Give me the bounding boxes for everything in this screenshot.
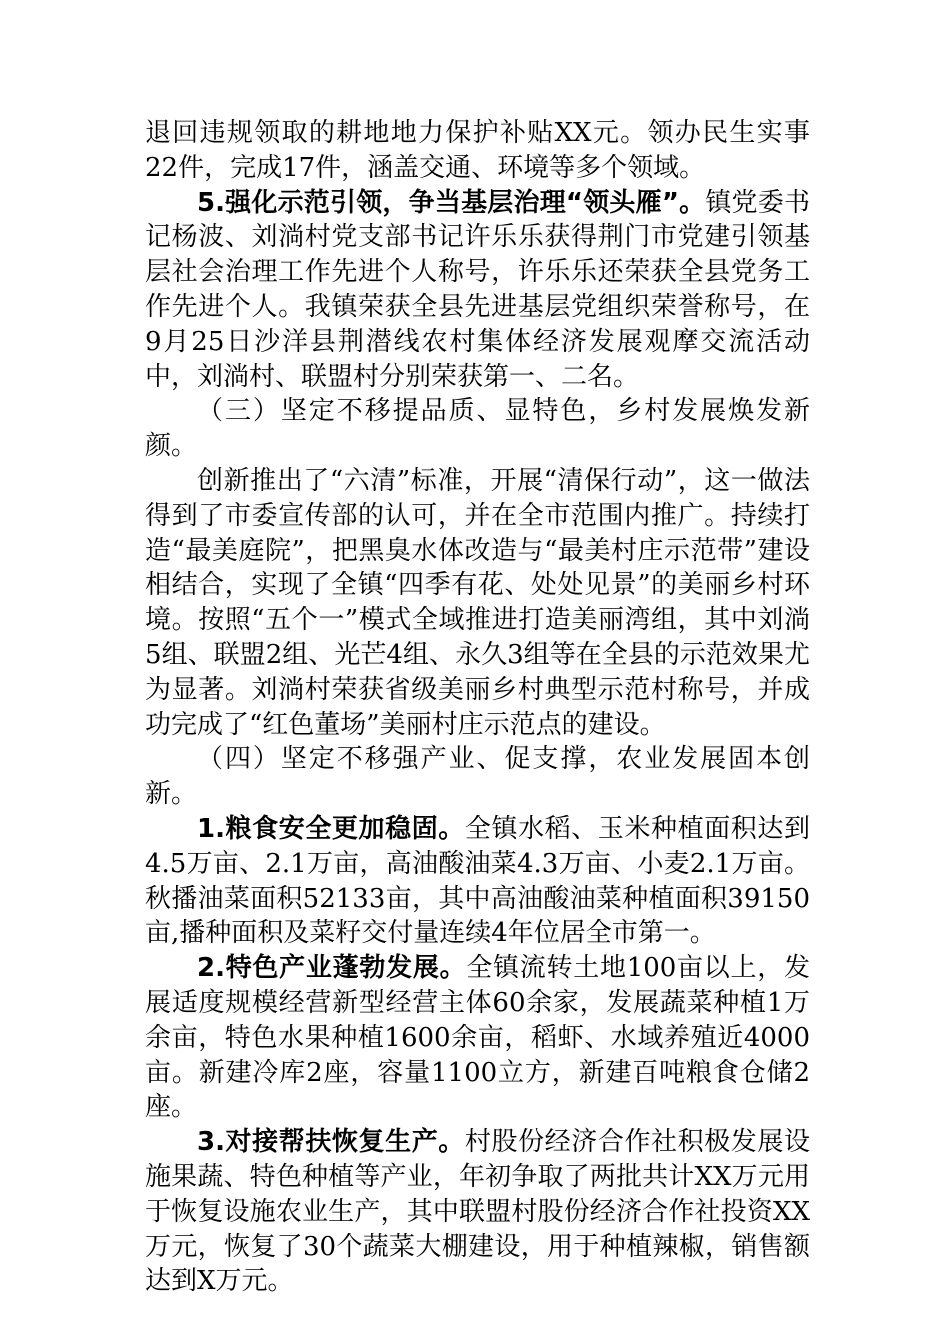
section-heading-four <box>145 742 810 812</box>
paragraph-heading: 5.强化示范引领，争当基层治理“领头雁”。 <box>197 187 706 218</box>
document-page <box>145 116 810 1299</box>
section-heading-three <box>145 394 810 464</box>
paragraph-text: 镇党委书记杨波、刘淌村党支部书记许乐乐获得荆门市党建引领基层社会治理工作先进个人称号，许乐乐还荣获全县党务工作先进个人。我镇荣获全县先进基层党组织荣誉称号，在9月25日沙洋县荆潜线农村集体经济发展观摩交流活动中，刘淌村、联盟村分别荣获第一、二名。 <box>145 187 810 392</box>
section-heading-text: （四）坚定不移强产业、促支撑，农业发展固本创新。 <box>145 744 810 810</box>
paragraph-text: 村股份经济合作社积极发展设施果蔬、特色种植等产业，年初争取了两批共计XX万元用于恢复设施农业生产，其中联盟村股份经济合作社投资XX万元，恢复了30个蔬菜大棚建设，用于种植辣椒，销售额达到X万元。 <box>145 1127 810 1297</box>
paragraph-text: 全镇流转土地100亩以上，发展适度规模经营新型经营主体60余家，发展蔬菜种植1万余亩，特色水果种植1600余亩，稻虾、水域养殖近4000亩。新建冷库2座，容量1100立方，新建百吨粮食仓储2座。 <box>145 953 810 1123</box>
paragraph-heading: 1.粮食安全更加稳固。 <box>197 813 465 844</box>
paragraph-production-recovery <box>145 1125 810 1299</box>
paragraph-model-leadership <box>145 186 810 395</box>
paragraph-text: 全镇水稻、玉米种植面积达到4.5万亩、2.1万亩，高油酸油菜4.3万亩、小麦2.1万亩。秋播油菜面积52133亩，其中高油酸油菜种植面积39150亩,播种面积及菜籽交付量连续4年位居全市第一。 <box>145 813 810 949</box>
paragraph-heading: 3.对接帮扶恢复生产。 <box>197 1127 465 1158</box>
paragraph-featured-industry <box>145 951 810 1125</box>
section-heading-text: （三）坚定不移提品质、显特色，乡村发展焕发新颜。 <box>145 396 810 462</box>
paragraph-text: 创新推出了“六清”标准，开展“清保行动”，这一做法得到了市委宣传部的认可，并在全市范围内推广。持续打造“最美庭院”，把黑臭水体改造与“最美村庄示范带”建设相结合，实现了全镇“四季有花、处处见景”的美丽乡村环境。按照“五个一”模式全域推进打造美丽湾组，其中刘淌5组、联盟2组、光芒4组、永久3组等在全县的示范效果尤为显著。刘淌村荣获省级美丽乡村典型示范村称号，并成功完成了“红色董场”美丽村庄示范点的建设。 <box>145 465 810 740</box>
paragraph-text: 退回违规领取的耕地地力保护补贴XX元。领办民生实事22件，完成17件，涵盖交通、环境等多个领域。 <box>145 118 810 183</box>
paragraph-heading: 2.特色产业蓬勃发展。 <box>197 953 467 984</box>
paragraph-continuation <box>145 116 810 186</box>
paragraph-rural-environment <box>145 464 810 742</box>
paragraph-food-security <box>145 812 810 951</box>
